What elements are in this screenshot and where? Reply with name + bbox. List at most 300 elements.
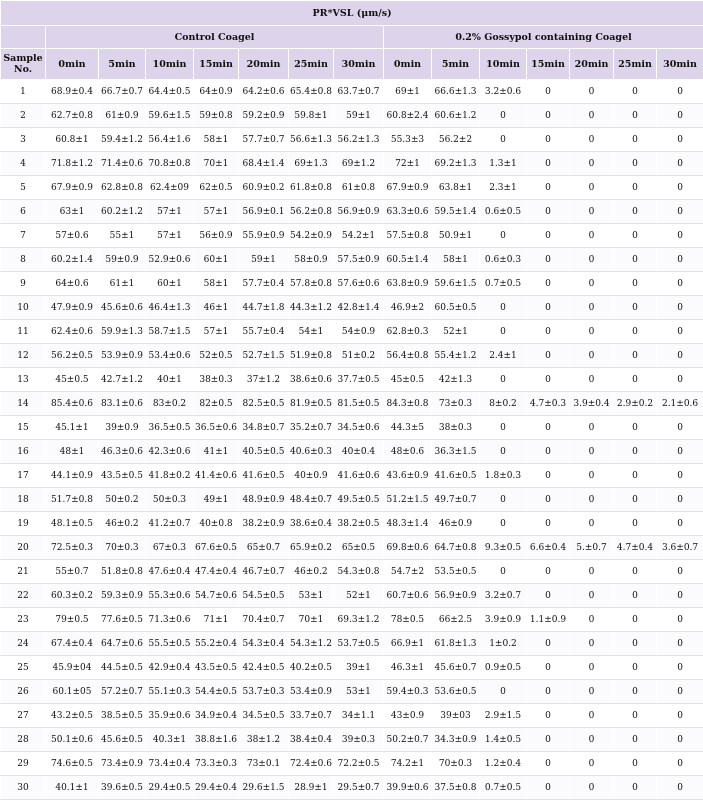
gossypol-value-cell: 0.6±0.3 bbox=[480, 248, 527, 272]
control-value-cell: 38.5±0.5 bbox=[99, 704, 146, 728]
sample-number-cell: 23 bbox=[1, 608, 46, 632]
gossypol-value-cell: 0 bbox=[614, 176, 657, 200]
gossypol-time-header: 20min bbox=[570, 49, 614, 80]
gossypol-value-cell: 0 bbox=[527, 320, 570, 344]
gossypol-value-cell: 0 bbox=[570, 632, 614, 656]
gossypol-value-cell: 0 bbox=[614, 464, 657, 488]
table-row bbox=[1, 344, 703, 368]
gossypol-time-header: 25min bbox=[614, 49, 657, 80]
gossypol-value-cell: 0 bbox=[657, 200, 703, 224]
gossypol-value-cell: 0 bbox=[527, 632, 570, 656]
gossypol-value-cell: 56.9±0.9 bbox=[432, 584, 480, 608]
gossypol-value-cell: 0 bbox=[657, 368, 703, 392]
gossypol-value-cell: 0 bbox=[527, 704, 570, 728]
gossypol-value-cell: 63.8±1 bbox=[432, 176, 480, 200]
gossypol-value-cell: 50.9±1 bbox=[432, 224, 480, 248]
gossypol-value-cell: 0 bbox=[527, 248, 570, 272]
control-value-cell: 56.6±1.3 bbox=[289, 128, 334, 152]
control-value-cell: 29.5±0.7 bbox=[334, 776, 384, 800]
gossypol-value-cell: 2.9±0.2 bbox=[614, 392, 657, 416]
gossypol-value-cell: 39.9±0.6 bbox=[384, 776, 432, 800]
gossypol-value-cell: 1.1±0.9 bbox=[527, 608, 570, 632]
sample-number-cell: 18 bbox=[1, 488, 46, 512]
control-value-cell: 54.4±0.5 bbox=[194, 680, 239, 704]
sample-number-cell: 11 bbox=[1, 320, 46, 344]
gossypol-value-cell: 46.3±1 bbox=[384, 656, 432, 680]
sample-number-cell: 29 bbox=[1, 752, 46, 776]
control-value-cell: 34.9±0.4 bbox=[194, 704, 239, 728]
control-value-cell: 47.6±0.4 bbox=[146, 560, 194, 584]
gossypol-value-cell: 0 bbox=[614, 728, 657, 752]
control-value-cell: 42.8±1.4 bbox=[334, 296, 384, 320]
control-value-cell: 38.8±1.6 bbox=[194, 728, 239, 752]
gossypol-value-cell: 6.6±0.4 bbox=[527, 536, 570, 560]
control-value-cell: 58.7±1.5 bbox=[146, 320, 194, 344]
control-value-cell: 60.8±1 bbox=[46, 128, 99, 152]
control-value-cell: 72.4±0.6 bbox=[289, 752, 334, 776]
sample-number-cell: 10 bbox=[1, 296, 46, 320]
table-row bbox=[1, 248, 703, 272]
control-value-cell: 53.9±0.9 bbox=[99, 344, 146, 368]
control-value-cell: 45±0.5 bbox=[46, 368, 99, 392]
gossypol-value-cell: 0 bbox=[614, 272, 657, 296]
gossypol-value-cell: 9.3±0.5 bbox=[480, 536, 527, 560]
gossypol-value-cell: 0 bbox=[570, 464, 614, 488]
gossypol-value-cell: 0 bbox=[570, 560, 614, 584]
control-value-cell: 59.6±1.5 bbox=[146, 104, 194, 128]
gossypol-value-cell: 3.2±0.7 bbox=[480, 584, 527, 608]
control-value-cell: 54.3±0.8 bbox=[334, 560, 384, 584]
gossypol-value-cell: 0 bbox=[527, 440, 570, 464]
control-value-cell: 62.4±0.6 bbox=[46, 320, 99, 344]
control-value-cell: 69±1.2 bbox=[334, 152, 384, 176]
gossypol-value-cell: 0 bbox=[614, 200, 657, 224]
gossypol-value-cell: 2.1±0.6 bbox=[657, 392, 703, 416]
gossypol-value-cell: 69.2±1.3 bbox=[432, 152, 480, 176]
control-value-cell: 35.9±0.6 bbox=[146, 704, 194, 728]
gossypol-value-cell: 0 bbox=[657, 128, 703, 152]
gossypol-value-cell: 0.9±0.5 bbox=[480, 656, 527, 680]
control-value-cell: 44.5±0.5 bbox=[99, 656, 146, 680]
gossypol-value-cell: 0 bbox=[614, 224, 657, 248]
gossypol-value-cell: 0 bbox=[480, 296, 527, 320]
gossypol-value-cell: 0 bbox=[527, 344, 570, 368]
control-value-cell: 46.4±1.3 bbox=[146, 296, 194, 320]
gossypol-value-cell: 0 bbox=[657, 776, 703, 800]
table-row bbox=[1, 584, 703, 608]
control-value-cell: 62.4±09 bbox=[146, 176, 194, 200]
gossypol-value-cell: 53.6±0.5 bbox=[432, 680, 480, 704]
control-value-cell: 70±0.3 bbox=[99, 536, 146, 560]
control-value-cell: 57±0.6 bbox=[46, 224, 99, 248]
gossypol-value-cell: 0 bbox=[657, 176, 703, 200]
gossypol-value-cell: 56.4±0.8 bbox=[384, 344, 432, 368]
control-value-cell: 57±1 bbox=[194, 200, 239, 224]
gossypol-time-header: 0min bbox=[384, 49, 432, 80]
gossypol-value-cell: 2.3±1 bbox=[480, 176, 527, 200]
control-value-cell: 56.2±0.5 bbox=[46, 344, 99, 368]
control-value-cell: 40.5±0.5 bbox=[239, 440, 289, 464]
gossypol-value-cell: 0 bbox=[570, 248, 614, 272]
gossypol-value-cell: 0 bbox=[480, 320, 527, 344]
control-value-cell: 41±1 bbox=[194, 440, 239, 464]
gossypol-value-cell: 38±0.3 bbox=[432, 416, 480, 440]
table-row bbox=[1, 416, 703, 440]
gossypol-value-cell: 57.5±0.8 bbox=[384, 224, 432, 248]
table-title: PR*VSL (μm/s) bbox=[1, 1, 703, 26]
gossypol-value-cell: 0 bbox=[570, 512, 614, 536]
gossypol-value-cell: 0 bbox=[480, 128, 527, 152]
control-value-cell: 65±0.7 bbox=[239, 536, 289, 560]
control-value-cell: 57.7±0.7 bbox=[239, 128, 289, 152]
control-value-cell: 67.6±0.5 bbox=[194, 536, 239, 560]
gossypol-value-cell: 0 bbox=[480, 368, 527, 392]
control-value-cell: 40±0.8 bbox=[194, 512, 239, 536]
gossypol-value-cell: 0 bbox=[657, 680, 703, 704]
control-value-cell: 70±1 bbox=[289, 608, 334, 632]
sample-number-cell: 5 bbox=[1, 176, 46, 200]
control-value-cell: 56±0.9 bbox=[194, 224, 239, 248]
sample-number-cell: 20 bbox=[1, 536, 46, 560]
gossypol-value-cell: 44.3±5 bbox=[384, 416, 432, 440]
gossypol-value-cell: 60.8±2.4 bbox=[384, 104, 432, 128]
gossypol-value-cell: 0 bbox=[527, 368, 570, 392]
control-value-cell: 60.2±1.4 bbox=[46, 248, 99, 272]
gossypol-value-cell: 0 bbox=[570, 224, 614, 248]
gossypol-value-cell: 0 bbox=[657, 560, 703, 584]
control-value-cell: 55±1 bbox=[99, 224, 146, 248]
control-value-cell: 59.3±0.9 bbox=[99, 584, 146, 608]
sample-number-cell: 24 bbox=[1, 632, 46, 656]
gossypol-value-cell: 39±03 bbox=[432, 704, 480, 728]
control-value-cell: 63±1 bbox=[46, 200, 99, 224]
control-value-cell: 40±0.4 bbox=[334, 440, 384, 464]
gossypol-value-cell: 48.3±1.4 bbox=[384, 512, 432, 536]
control-value-cell: 40.2±0.5 bbox=[289, 656, 334, 680]
control-value-cell: 34±1.1 bbox=[334, 704, 384, 728]
gossypol-value-cell: 0 bbox=[657, 296, 703, 320]
control-value-cell: 49±1 bbox=[194, 488, 239, 512]
control-value-cell: 59.4±1.2 bbox=[99, 128, 146, 152]
control-value-cell: 54.3±1.2 bbox=[289, 632, 334, 656]
control-value-cell: 38.2±0.5 bbox=[334, 512, 384, 536]
sample-number-cell: 22 bbox=[1, 584, 46, 608]
control-value-cell: 61±0.8 bbox=[334, 176, 384, 200]
control-value-cell: 41.8±0.2 bbox=[146, 464, 194, 488]
control-value-cell: 82±0.5 bbox=[194, 392, 239, 416]
table-row bbox=[1, 488, 703, 512]
control-value-cell: 64.7±0.6 bbox=[99, 632, 146, 656]
control-value-cell: 71.4±0.6 bbox=[99, 152, 146, 176]
control-value-cell: 57.5±0.9 bbox=[334, 248, 384, 272]
control-value-cell: 59.2±0.9 bbox=[239, 104, 289, 128]
control-value-cell: 79±0.5 bbox=[46, 608, 99, 632]
gossypol-value-cell: 42±1.3 bbox=[432, 368, 480, 392]
control-value-cell: 46.3±0.6 bbox=[99, 440, 146, 464]
control-value-cell: 81.5±0.5 bbox=[334, 392, 384, 416]
sample-number-cell: 17 bbox=[1, 464, 46, 488]
gossypol-value-cell: 55.3±3 bbox=[384, 128, 432, 152]
gossypol-value-cell: 0 bbox=[657, 224, 703, 248]
gossypol-value-cell: 64.7±0.8 bbox=[432, 536, 480, 560]
gossypol-value-cell: 0 bbox=[657, 248, 703, 272]
control-value-cell: 83±0.2 bbox=[146, 392, 194, 416]
gossypol-value-cell: 59.4±0.3 bbox=[384, 680, 432, 704]
control-value-cell: 61±1 bbox=[99, 272, 146, 296]
control-value-cell: 39±0.3 bbox=[334, 728, 384, 752]
control-value-cell: 57±1 bbox=[146, 200, 194, 224]
gossypol-value-cell: 70±0.3 bbox=[432, 752, 480, 776]
control-value-cell: 59±1 bbox=[334, 104, 384, 128]
gossypol-value-cell: 0 bbox=[570, 608, 614, 632]
gossypol-value-cell: 0 bbox=[570, 440, 614, 464]
control-value-cell: 64.4±0.5 bbox=[146, 80, 194, 104]
gossypol-value-cell: 0 bbox=[527, 752, 570, 776]
control-value-cell: 53.7±0.3 bbox=[239, 680, 289, 704]
gossypol-value-cell: 74.2±1 bbox=[384, 752, 432, 776]
gossypol-value-cell: 0 bbox=[570, 680, 614, 704]
control-value-cell: 45.6±0.5 bbox=[99, 728, 146, 752]
control-value-cell: 42.7±1.2 bbox=[99, 368, 146, 392]
gossypol-value-cell: 0 bbox=[614, 656, 657, 680]
gossypol-value-cell: 52±1 bbox=[432, 320, 480, 344]
table-row bbox=[1, 368, 703, 392]
gossypol-value-cell: 1.3±1 bbox=[480, 152, 527, 176]
control-value-cell: 60±1 bbox=[146, 272, 194, 296]
table-row bbox=[1, 296, 703, 320]
gossypol-value-cell: 3.9±0.9 bbox=[480, 608, 527, 632]
control-value-cell: 72.5±0.3 bbox=[46, 536, 99, 560]
control-value-cell: 54.3±0.4 bbox=[239, 632, 289, 656]
control-value-cell: 57.6±0.6 bbox=[334, 272, 384, 296]
control-value-cell: 44.7±1.8 bbox=[239, 296, 289, 320]
group-header-control: Control Coagel bbox=[46, 26, 384, 49]
sample-number-cell: 4 bbox=[1, 152, 46, 176]
gossypol-value-cell: 0 bbox=[480, 224, 527, 248]
control-value-cell: 36.5±0.5 bbox=[146, 416, 194, 440]
gossypol-value-cell: 3.9±0.4 bbox=[570, 392, 614, 416]
control-value-cell: 71.8±1.2 bbox=[46, 152, 99, 176]
gossypol-time-header: 15min bbox=[527, 49, 570, 80]
gossypol-value-cell: 60.6±1.2 bbox=[432, 104, 480, 128]
control-value-cell: 57.2±0.7 bbox=[99, 680, 146, 704]
gossypol-value-cell: 0 bbox=[527, 296, 570, 320]
gossypol-value-cell: 0 bbox=[614, 608, 657, 632]
control-value-cell: 59±0.9 bbox=[99, 248, 146, 272]
control-value-cell: 85.4±0.6 bbox=[46, 392, 99, 416]
sample-number-cell: 19 bbox=[1, 512, 46, 536]
table-row bbox=[1, 272, 703, 296]
gossypol-value-cell: 0 bbox=[570, 656, 614, 680]
gossypol-value-cell: 0 bbox=[614, 632, 657, 656]
control-value-cell: 52±1 bbox=[334, 584, 384, 608]
sample-number-cell: 3 bbox=[1, 128, 46, 152]
control-value-cell: 65±0.5 bbox=[334, 536, 384, 560]
gossypol-value-cell: 0 bbox=[527, 152, 570, 176]
control-value-cell: 57±1 bbox=[146, 224, 194, 248]
gossypol-value-cell: 0 bbox=[480, 440, 527, 464]
gossypol-value-cell: 0 bbox=[527, 584, 570, 608]
control-value-cell: 42.9±0.4 bbox=[146, 656, 194, 680]
control-value-cell: 38±0.3 bbox=[194, 368, 239, 392]
sample-number-cell: 26 bbox=[1, 680, 46, 704]
table-body bbox=[1, 80, 703, 800]
control-value-cell: 48.9±0.9 bbox=[239, 488, 289, 512]
gossypol-value-cell: 61.8±1.3 bbox=[432, 632, 480, 656]
control-value-cell: 50.1±0.6 bbox=[46, 728, 99, 752]
gossypol-value-cell: 0 bbox=[657, 104, 703, 128]
gossypol-value-cell: 0 bbox=[657, 80, 703, 104]
control-value-cell: 48.4±0.7 bbox=[289, 488, 334, 512]
control-value-cell: 34.8±0.7 bbox=[239, 416, 289, 440]
control-value-cell: 39.6±0.5 bbox=[99, 776, 146, 800]
control-value-cell: 68.4±1.4 bbox=[239, 152, 289, 176]
control-value-cell: 50±0.2 bbox=[99, 488, 146, 512]
control-value-cell: 52.7±1.5 bbox=[239, 344, 289, 368]
gossypol-value-cell: 60.7±0.6 bbox=[384, 584, 432, 608]
gossypol-value-cell: 0 bbox=[570, 296, 614, 320]
gossypol-value-cell: 51.2±1.5 bbox=[384, 488, 432, 512]
gossypol-value-cell: 0.6±0.5 bbox=[480, 200, 527, 224]
gossypol-value-cell: 0 bbox=[527, 776, 570, 800]
control-value-cell: 37.7±0.5 bbox=[334, 368, 384, 392]
control-time-header: 20min bbox=[239, 49, 289, 80]
control-value-cell: 63.7±0.7 bbox=[334, 80, 384, 104]
gossypol-value-cell: 0 bbox=[614, 704, 657, 728]
gossypol-time-header: 10min bbox=[480, 49, 527, 80]
gossypol-value-cell: 0 bbox=[614, 248, 657, 272]
control-value-cell: 38.4±0.4 bbox=[289, 728, 334, 752]
gossypol-value-cell: 53.5±0.5 bbox=[432, 560, 480, 584]
control-time-header: 30min bbox=[334, 49, 384, 80]
gossypol-value-cell: 0 bbox=[527, 128, 570, 152]
gossypol-value-cell: 0 bbox=[657, 344, 703, 368]
control-value-cell: 77.6±0.5 bbox=[99, 608, 146, 632]
control-value-cell: 59±1 bbox=[239, 248, 289, 272]
table-row bbox=[1, 608, 703, 632]
gossypol-value-cell: 4.7±0.3 bbox=[527, 392, 570, 416]
header-spacer bbox=[1, 26, 46, 49]
gossypol-value-cell: 55.4±1.2 bbox=[432, 344, 480, 368]
control-value-cell: 54.2±1 bbox=[334, 224, 384, 248]
control-value-cell: 53±1 bbox=[334, 680, 384, 704]
gossypol-value-cell: 45.6±0.7 bbox=[432, 656, 480, 680]
gossypol-value-cell: 3.2±0.6 bbox=[480, 80, 527, 104]
control-value-cell: 40.3±1 bbox=[146, 728, 194, 752]
control-value-cell: 64±0.9 bbox=[194, 80, 239, 104]
table-row bbox=[1, 128, 703, 152]
gossypol-value-cell: 0.7±0.5 bbox=[480, 776, 527, 800]
control-time-header: 25min bbox=[289, 49, 334, 80]
control-value-cell: 40.6±0.3 bbox=[289, 440, 334, 464]
gossypol-value-cell: 1.4±0.5 bbox=[480, 728, 527, 752]
gossypol-value-cell: 0 bbox=[570, 728, 614, 752]
control-value-cell: 29.4±0.5 bbox=[146, 776, 194, 800]
control-value-cell: 57.7±0.4 bbox=[239, 272, 289, 296]
gossypol-value-cell: 0 bbox=[480, 512, 527, 536]
gossypol-value-cell: 0 bbox=[614, 488, 657, 512]
control-time-header: 0min bbox=[46, 49, 99, 80]
control-value-cell: 33.7±0.7 bbox=[289, 704, 334, 728]
gossypol-value-cell: 0 bbox=[527, 464, 570, 488]
gossypol-time-header: 30min bbox=[657, 49, 703, 80]
control-value-cell: 70.8±0.8 bbox=[146, 152, 194, 176]
control-value-cell: 34.5±0.5 bbox=[239, 704, 289, 728]
gossypol-value-cell: 0 bbox=[657, 416, 703, 440]
control-value-cell: 59±0.8 bbox=[194, 104, 239, 128]
control-value-cell: 41.6±0.6 bbox=[334, 464, 384, 488]
gossypol-value-cell: 34.3±0.9 bbox=[432, 728, 480, 752]
sample-number-cell: 28 bbox=[1, 728, 46, 752]
gossypol-value-cell: 69±1 bbox=[384, 80, 432, 104]
control-value-cell: 46±1 bbox=[194, 296, 239, 320]
gossypol-value-cell: 0 bbox=[614, 416, 657, 440]
control-value-cell: 55±0.7 bbox=[46, 560, 99, 584]
control-value-cell: 49.5±0.5 bbox=[334, 488, 384, 512]
table-row bbox=[1, 440, 703, 464]
gossypol-value-cell: 50.2±0.7 bbox=[384, 728, 432, 752]
control-value-cell: 46±0.2 bbox=[99, 512, 146, 536]
sample-number-cell: 15 bbox=[1, 416, 46, 440]
sample-number-cell: 27 bbox=[1, 704, 46, 728]
table-row bbox=[1, 536, 703, 560]
table-row bbox=[1, 104, 703, 128]
gossypol-value-cell: 0 bbox=[570, 704, 614, 728]
gossypol-value-cell: 0 bbox=[614, 344, 657, 368]
gossypol-value-cell: 78±0.5 bbox=[384, 608, 432, 632]
gossypol-value-cell: 0 bbox=[527, 512, 570, 536]
control-value-cell: 40±0.9 bbox=[289, 464, 334, 488]
gossypol-value-cell: 0 bbox=[614, 320, 657, 344]
control-value-cell: 54±1 bbox=[289, 320, 334, 344]
gossypol-value-cell: 59.5±1.4 bbox=[432, 200, 480, 224]
control-value-cell: 62.8±0.8 bbox=[99, 176, 146, 200]
control-value-cell: 29.4±0.4 bbox=[194, 776, 239, 800]
control-value-cell: 55.3±0.6 bbox=[146, 584, 194, 608]
control-value-cell: 53.7±0.5 bbox=[334, 632, 384, 656]
gossypol-value-cell: 73±0.3 bbox=[432, 392, 480, 416]
gossypol-value-cell: 0 bbox=[527, 560, 570, 584]
gossypol-time-header: 5min bbox=[432, 49, 480, 80]
control-value-cell: 64.2±0.6 bbox=[239, 80, 289, 104]
control-value-cell: 51±0.2 bbox=[334, 344, 384, 368]
table-row bbox=[1, 80, 703, 104]
sample-number-cell: 30 bbox=[1, 776, 46, 800]
control-value-cell: 56.2±1.3 bbox=[334, 128, 384, 152]
control-value-cell: 54.5±0.5 bbox=[239, 584, 289, 608]
control-value-cell: 46.7±0.7 bbox=[239, 560, 289, 584]
table-row bbox=[1, 320, 703, 344]
table-row bbox=[1, 200, 703, 224]
gossypol-value-cell: 45±0.5 bbox=[384, 368, 432, 392]
control-value-cell: 65.4±0.8 bbox=[289, 80, 334, 104]
gossypol-value-cell: 0 bbox=[614, 296, 657, 320]
table-row bbox=[1, 512, 703, 536]
gossypol-value-cell: 5.±0.7 bbox=[570, 536, 614, 560]
gossypol-value-cell: 0 bbox=[570, 752, 614, 776]
control-value-cell: 39±0.9 bbox=[99, 416, 146, 440]
control-value-cell: 55.7±0.4 bbox=[239, 320, 289, 344]
gossypol-value-cell: 0 bbox=[614, 680, 657, 704]
control-value-cell: 73.4±0.9 bbox=[99, 752, 146, 776]
gossypol-value-cell: 43.6±0.9 bbox=[384, 464, 432, 488]
control-value-cell: 45.6±0.6 bbox=[99, 296, 146, 320]
gossypol-value-cell: 0 bbox=[480, 488, 527, 512]
gossypol-value-cell: 0 bbox=[570, 368, 614, 392]
control-value-cell: 45.1±1 bbox=[46, 416, 99, 440]
control-value-cell: 55.1±0.3 bbox=[146, 680, 194, 704]
gossypol-value-cell: 8±0.2 bbox=[480, 392, 527, 416]
